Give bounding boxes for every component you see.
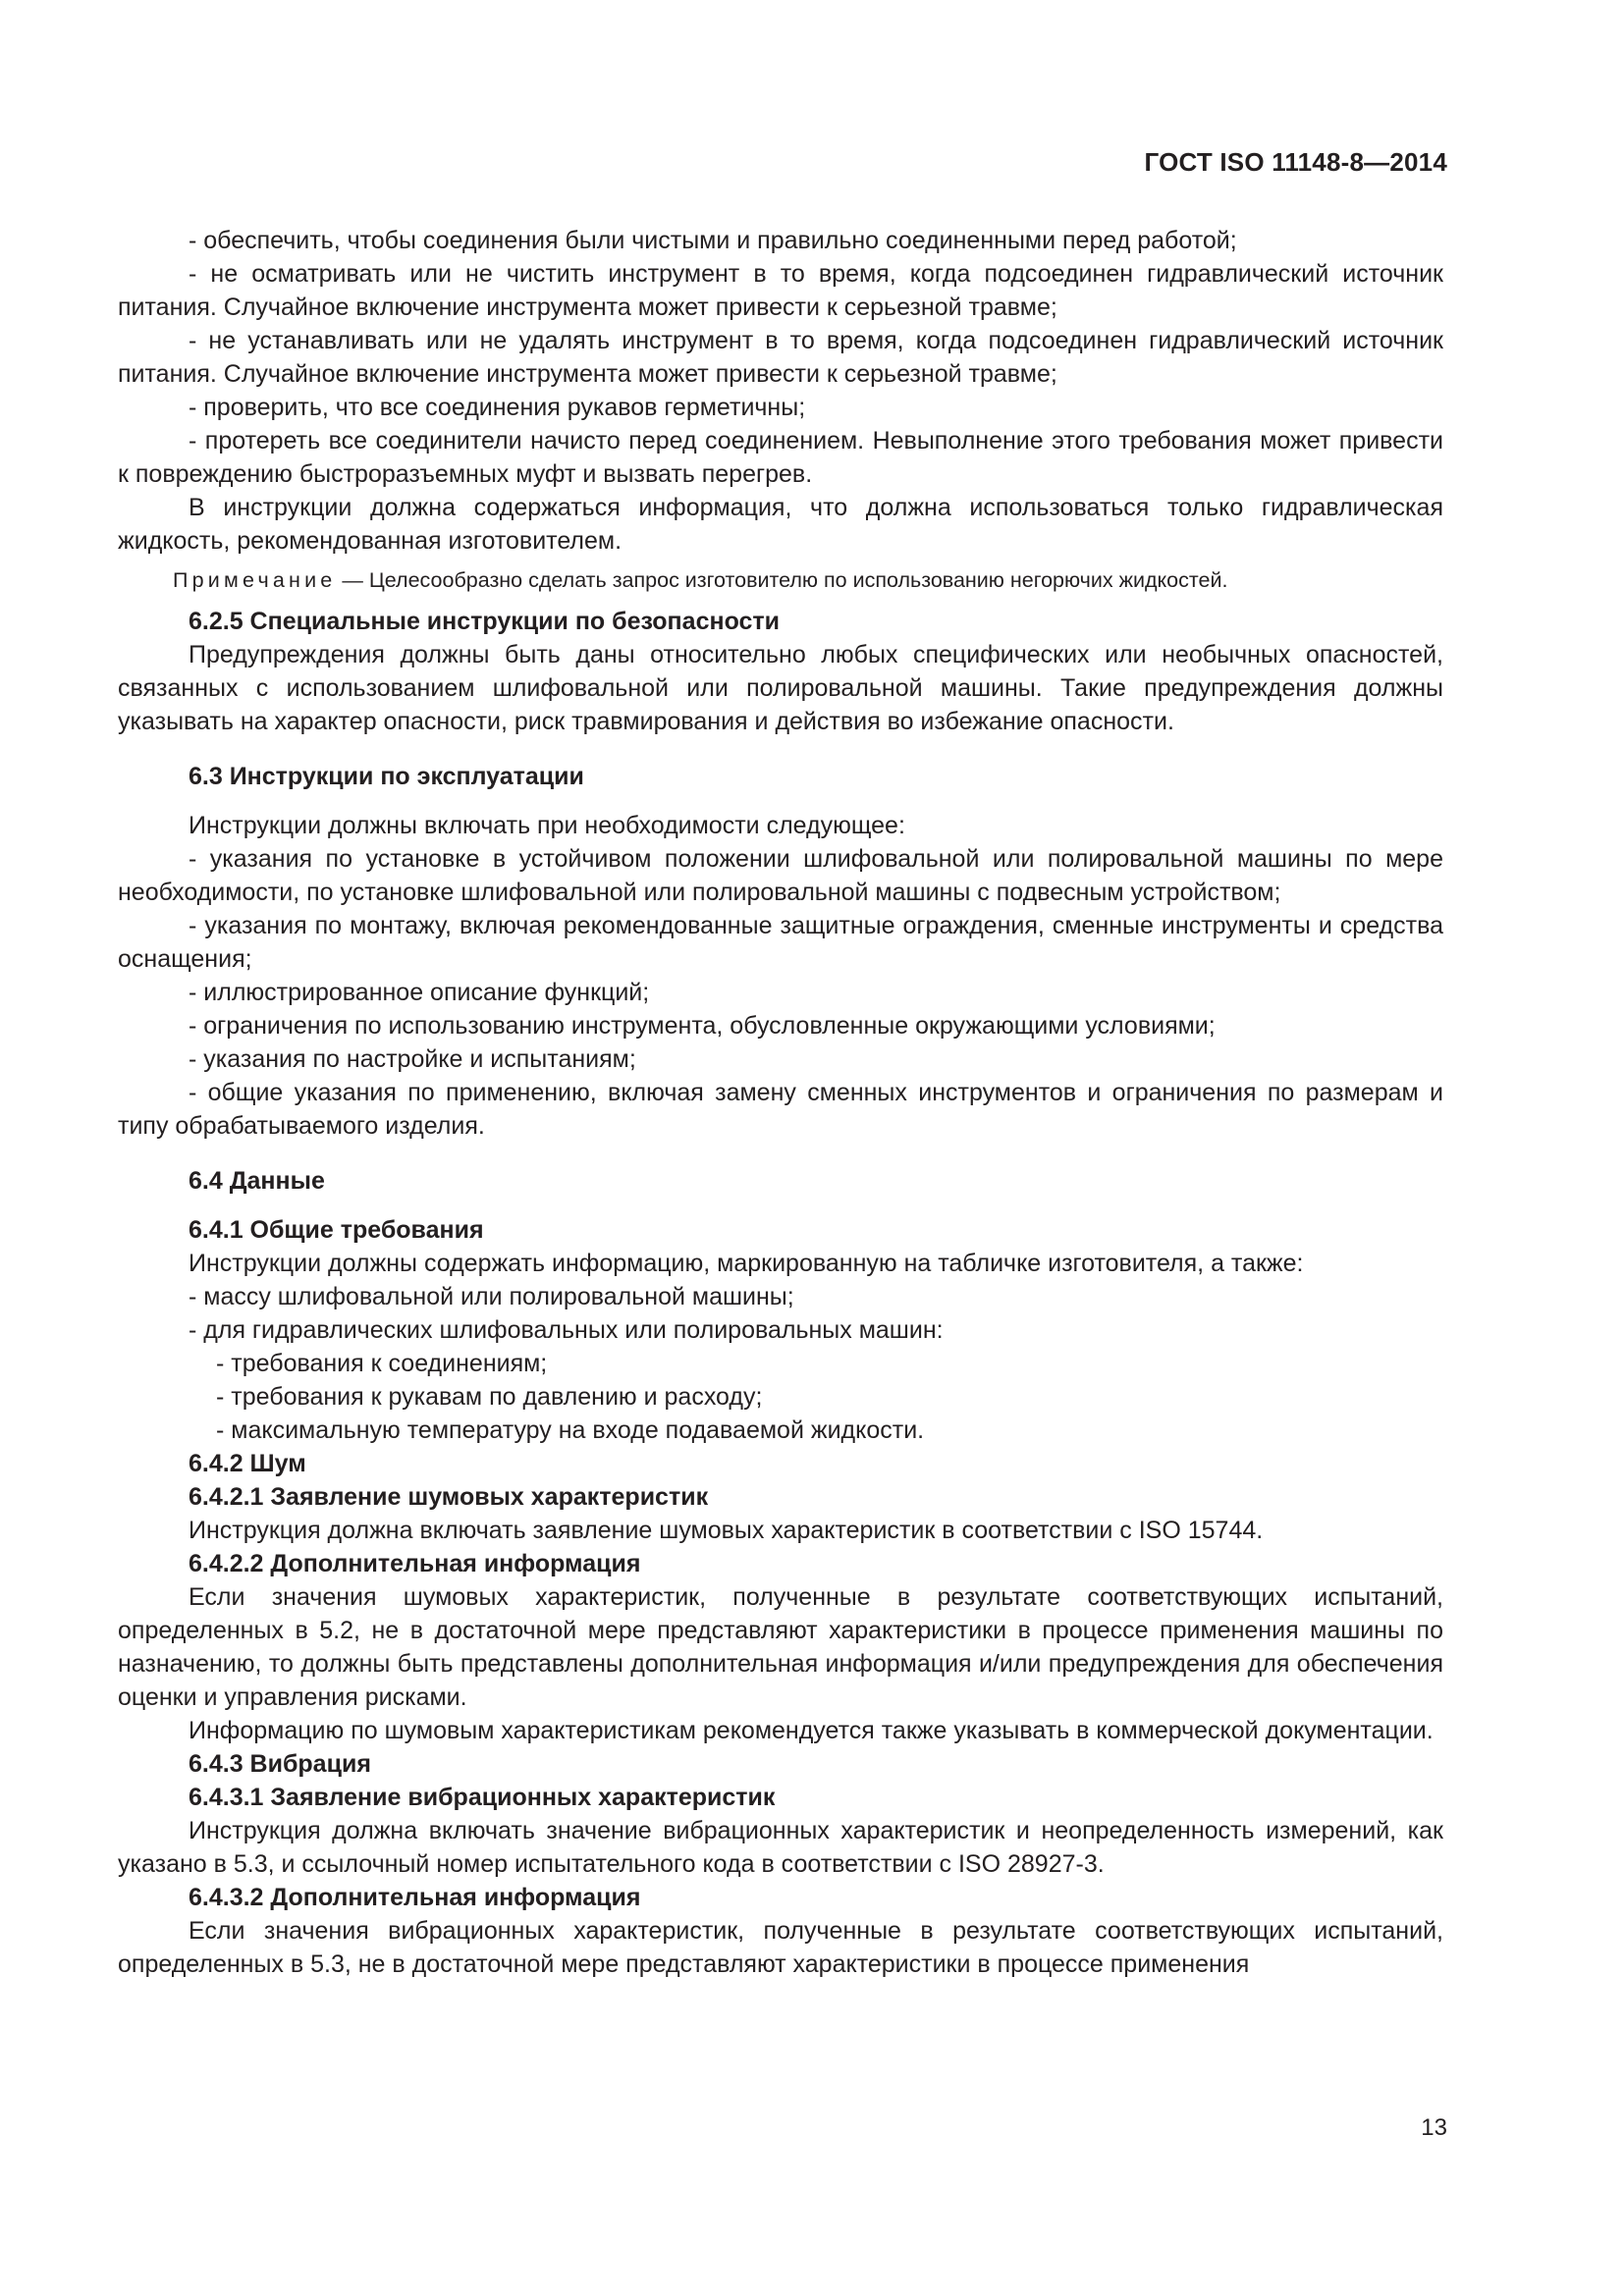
paragraph: Инструкции должны включать при необходимости следующее: bbox=[189, 812, 905, 839]
sub-list-item: - максимальную температуру на входе подаваемой жидкости. bbox=[216, 1416, 925, 1444]
paragraph: Если значения вибрационных характеристик, полученные в результате соответствующих испытаний, определенных в 5.3, не в достаточной мере представляют характеристики в процессе применения bbox=[118, 1917, 1443, 1978]
sub-list-item: - требования к соединениям; bbox=[216, 1350, 548, 1377]
list-item: - указания по установке в устойчивом положении шлифовальной или полировальной машины по мере необходимости, по установке шлифовальной или полировальной машины с подвесным устройством; bbox=[118, 845, 1443, 906]
note-text: — Целесообразно сделать запрос изготовителю по использованию негорючих жидкостей. bbox=[336, 568, 1228, 592]
paragraph: Инструкция должна включать заявление шумовых характеристик в соответствии с ISO 15744. bbox=[189, 1517, 1264, 1544]
paragraph: - проверить, что все соединения рукавов герметичны; bbox=[189, 394, 806, 421]
list-item: - ограничения по использованию инструмента, обусловленные окружающими условиями; bbox=[189, 1012, 1216, 1040]
section-heading-6-2-5: 6.2.5 Специальные инструкции по безопасности bbox=[189, 608, 781, 635]
section-heading-6-4-3: 6.4.3 Вибрация bbox=[189, 1750, 371, 1778]
paragraph: Информацию по шумовым характеристикам рекомендуется также указывать в коммерческой документации. bbox=[189, 1717, 1434, 1744]
section-heading-6-4-2: 6.4.2 Шум bbox=[189, 1450, 306, 1477]
list-item: - указания по настройке и испытаниям; bbox=[189, 1045, 636, 1073]
document-body bbox=[118, 224, 1443, 1981]
section-heading-6-4-3-2: 6.4.3.2 Дополнительная информация bbox=[189, 1884, 641, 1911]
paragraph: - протереть все соединители начисто перед соединением. Невыполнение этого требования может привести к повреждению быстроразъемных муфт и вызвать перегрев. bbox=[118, 427, 1443, 488]
note bbox=[118, 563, 1443, 597]
section-heading-6-4-3-1: 6.4.3.1 Заявление вибрационных характеристик bbox=[189, 1784, 776, 1811]
document-id-header: ГОСТ ISO 11148-8—2014 bbox=[1144, 147, 1447, 177]
paragraph: В инструкции должна содержаться информация, что должна использоваться только гидравлическая жидкость, рекомендованная изготовителем. bbox=[118, 494, 1443, 555]
list-item: - иллюстрированное описание функций; bbox=[189, 979, 650, 1006]
list-item: - массу шлифовальной или полировальной машины; bbox=[189, 1283, 794, 1310]
paragraph: Предупреждения должны быть даны относительно любых специфических или необычных опасностей, связанных с использованием шлифовальной или полировальной машины. Такие предупреждения должны указывать на характер опасности, риск травмирования и действия во избежание опасности. bbox=[118, 641, 1443, 735]
section-heading-6-4-2-2: 6.4.2.2 Дополнительная информация bbox=[189, 1550, 641, 1577]
section-heading-6-3: 6.3 Инструкции по эксплуатации bbox=[189, 763, 584, 790]
paragraph: Инструкция должна включать значение вибрационных характеристик и неопределенность измерений, как указано в 5.3, и ссылочный номер испытательного кода в соответствии с ISO 28927-3. bbox=[118, 1817, 1443, 1878]
paragraph: - не устанавливать или не удалять инструмент в то время, когда подсоединен гидравлический источник питания. Случайное включение инструмента может привести к серьезной травме; bbox=[118, 327, 1443, 388]
paragraph: Если значения шумовых характеристик, полученные в результате соответствующих испытаний, определенных в 5.2, не в достаточной мере представляют характеристики в процессе применения машины по назначению, то должны быть представлены дополнительная информация и/или предупреждения для обеспечения оценки и управления рисками. bbox=[118, 1583, 1443, 1711]
paragraph: Инструкции должны содержать информацию, маркированную на табличке изготовителя, а также: bbox=[189, 1250, 1304, 1277]
paragraph: - обеспечить, чтобы соединения были чистыми и правильно соединенными перед работой; bbox=[189, 227, 1237, 254]
sub-list-item: - требования к рукавам по давлению и расходу; bbox=[216, 1383, 763, 1411]
section-heading-6-4: 6.4 Данные bbox=[189, 1167, 325, 1195]
section-heading-6-4-2-1: 6.4.2.1 Заявление шумовых характеристик bbox=[189, 1483, 709, 1511]
note-label: Примечание bbox=[173, 568, 337, 592]
paragraph: - не осматривать или не чистить инструмент в то время, когда подсоединен гидравлический источник питания. Случайное включение инструмента может привести к серьезной травме; bbox=[118, 260, 1443, 321]
page-number: 13 bbox=[1421, 2114, 1447, 2141]
section-heading-6-4-1: 6.4.1 Общие требования bbox=[189, 1216, 484, 1244]
list-item: - для гидравлических шлифовальных или полировальных машин: bbox=[189, 1316, 944, 1344]
list-item: - общие указания по применению, включая замену сменных инструментов и ограничения по размерам и типу обрабатываемого изделия. bbox=[118, 1079, 1443, 1140]
list-item: - указания по монтажу, включая рекомендованные защитные ограждения, сменные инструменты и средства оснащения; bbox=[118, 912, 1443, 973]
